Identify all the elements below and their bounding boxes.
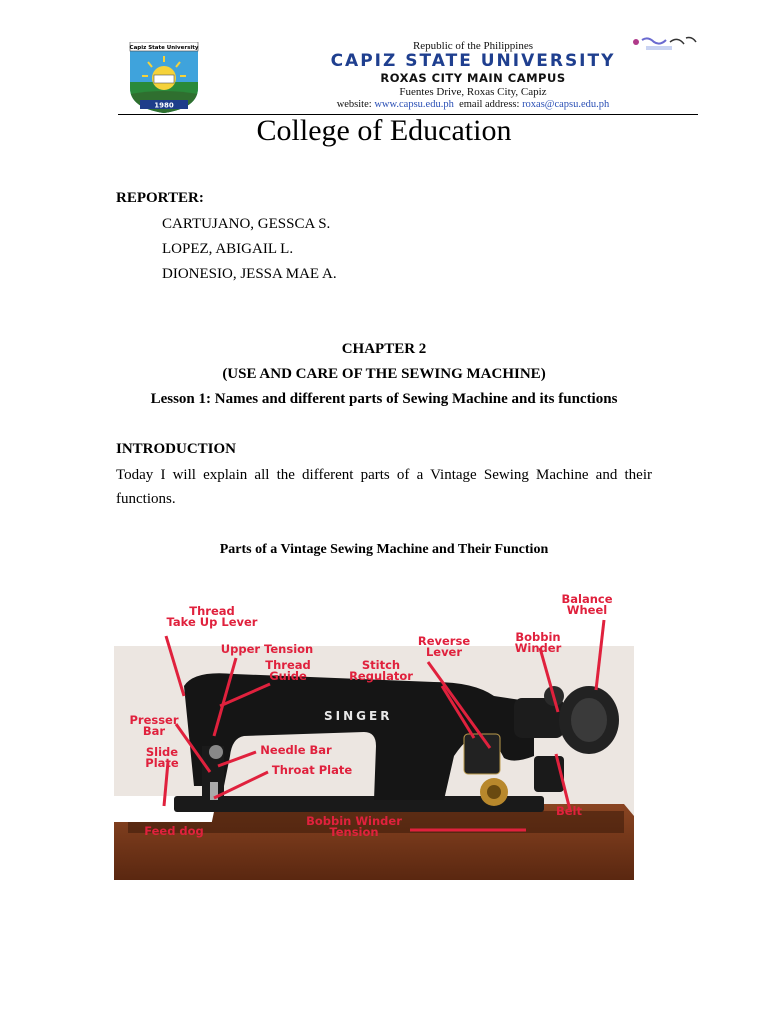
website-label: website: [336, 99, 372, 110]
campus-address: Fuentes Drive, Roxas City, Capiz [399, 86, 547, 98]
label-feed-dog: Feed dog [144, 824, 204, 838]
seal-name-text: Capiz State University [129, 45, 199, 51]
label-slide-plate: Plate [145, 756, 179, 770]
label-bobbin-winder: Bobbin [515, 630, 561, 644]
label-bobbin-winder: Winder [514, 641, 562, 655]
label-thread-take-up-lever: Thread [189, 604, 235, 618]
label-bobbin-winder-tension: Tension [329, 825, 379, 839]
label-stitch-regulator: Stitch [361, 658, 401, 672]
label-upper-tension: Upper Tension [220, 642, 314, 656]
label-reverse-lever: Reverse [417, 634, 471, 648]
label-balance-wheel: Wheel [566, 603, 608, 617]
figure-caption: Parts of a Vintage Sewing Machine and Their Function [219, 542, 549, 557]
campus-name: ROXAS CITY MAIN CAMPUS [380, 71, 566, 85]
chapter-title: (USE AND CARE OF THE SEWING MACHINE) [222, 366, 546, 382]
contact-line [238, 99, 708, 110]
seal-year-text: 1980 [154, 101, 174, 110]
corner-decoration-graphic [626, 34, 698, 60]
email-label: email address: [459, 99, 520, 110]
label-reverse-lever: Lever [425, 645, 463, 659]
reporter-label: REPORTER: [116, 190, 204, 206]
reporter-name: CARTUJANO, GESSCA S. [162, 216, 331, 232]
university-name: CAPIZ STATE UNIVERSITY [330, 51, 616, 71]
label-slide-plate: Slide [145, 745, 179, 759]
sewing-machine-diagram [114, 586, 634, 880]
email-link[interactable]: roxas@capsu.edu.ph [522, 99, 610, 110]
label-thread-take-up-lever: Take Up Lever [166, 615, 258, 629]
label-balance-wheel: Balance [561, 592, 613, 606]
reporter-name: LOPEZ, ABIGAIL L. [162, 241, 294, 257]
chapter-number: CHAPTER 2 [341, 341, 427, 357]
label-presser-bar: Bar [142, 724, 166, 738]
introduction-heading: INTRODUCTION [116, 441, 237, 457]
label-needle-bar: Needle Bar [260, 743, 332, 757]
university-seal-logo [126, 42, 202, 114]
label-presser-bar: Presser [129, 713, 179, 727]
label-thread-guide: Guide [269, 669, 307, 683]
introduction-body: Today I will explain all the different parts of a Vintage Sewing Machine and their functions. [116, 467, 652, 507]
label-stitch-regulator: Regulator [349, 669, 413, 683]
brand-name: SINGER [324, 709, 393, 723]
label-belt: Belt [555, 804, 583, 818]
website-link[interactable]: www.capsu.edu.ph [374, 99, 454, 110]
reporter-name: DIONESIO, JESSA MAE A. [162, 266, 337, 282]
label-thread-guide: Thread [265, 658, 311, 672]
college-title: College of Education [256, 114, 512, 147]
republic-line: Republic of the Philippines [412, 40, 534, 52]
label-bobbin-winder-tension: Bobbin Winder [306, 814, 402, 828]
label-throat-plate: Throat Plate [271, 763, 353, 777]
letterhead [118, 38, 698, 118]
lesson-title: Lesson 1: Names and different parts of Sewing Machine and its functions [150, 391, 618, 407]
